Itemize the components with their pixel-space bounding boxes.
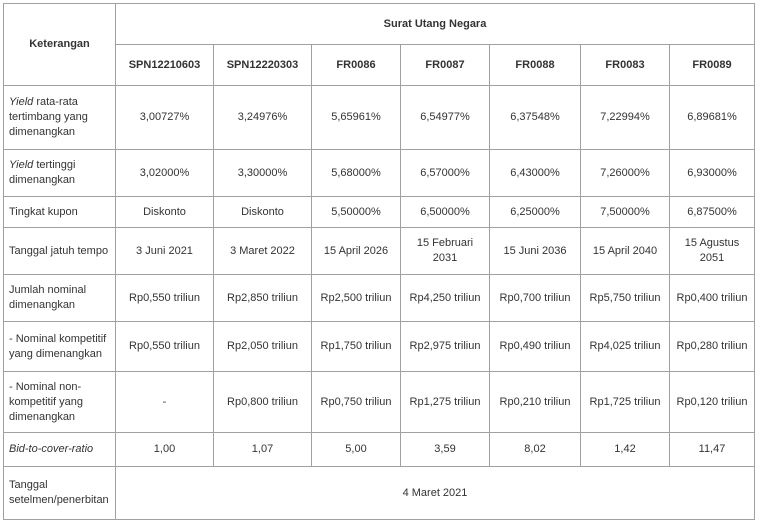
table-cell: Rp4,025 triliun: [581, 322, 670, 372]
table-cell: Rp0,750 triliun: [312, 372, 401, 433]
table-cell: 3,30000%: [214, 150, 312, 197]
row-label: Tanggal setelmen/penerbitan: [4, 467, 116, 520]
table-cell: Rp1,725 triliun: [581, 372, 670, 433]
table-cell: 1,42: [581, 433, 670, 467]
table-cell: 5,00: [312, 433, 401, 467]
table-row: [4, 228, 755, 275]
table-cell: -: [116, 372, 214, 433]
column-header: SPN12220303: [214, 45, 312, 86]
table-cell: Rp5,750 triliun: [581, 275, 670, 322]
table-cell: 3,59: [401, 433, 490, 467]
table-row: [4, 372, 755, 433]
column-header: SPN12210603: [116, 45, 214, 86]
table-cell: 15 Juni 2036: [490, 228, 581, 275]
column-header: FR0087: [401, 45, 490, 86]
group-header-row: [4, 4, 755, 45]
table-row: [4, 322, 755, 372]
table-cell: 6,37548%: [490, 86, 581, 150]
table-row: [4, 150, 755, 197]
table-cell: 6,54977%: [401, 86, 490, 150]
row-label: - Nominal kompetitif yang dimenangkan: [4, 322, 116, 372]
row-label: Tingkat kupon: [4, 197, 116, 228]
table-cell: 11,47: [670, 433, 755, 467]
table-cell: 3,02000%: [116, 150, 214, 197]
table-cell: 6,89681%: [670, 86, 755, 150]
table-cell: Rp0,210 triliun: [490, 372, 581, 433]
auction-results-container: [3, 3, 755, 520]
table-cell: 6,25000%: [490, 197, 581, 228]
row-label-italic: Bid-to-cover-ratio: [9, 443, 94, 455]
column-header: FR0089: [670, 45, 755, 86]
table-cell: 15 Februari 2031: [401, 228, 490, 275]
table-row: [4, 275, 755, 322]
table-cell: Rp0,700 triliun: [490, 275, 581, 322]
table-cell: 3,24976%: [214, 86, 312, 150]
settlement-date-cell: 4 Maret 2021: [116, 467, 755, 520]
table-cell: 6,57000%: [401, 150, 490, 197]
row-label: Jumlah nominal dimenangkan: [4, 275, 116, 322]
table-cell: 1,00: [116, 433, 214, 467]
row-label: Tanggal jatuh tempo: [4, 228, 116, 275]
table-row: [4, 197, 755, 228]
table-cell: 6,43000%: [490, 150, 581, 197]
column-header: FR0088: [490, 45, 581, 86]
table-cell: Rp2,850 triliun: [214, 275, 312, 322]
row-label: [4, 86, 116, 150]
table-cell: 15 April 2026: [312, 228, 401, 275]
table-cell: Rp1,275 triliun: [401, 372, 490, 433]
table-cell: 6,93000%: [670, 150, 755, 197]
table-cell: 7,50000%: [581, 197, 670, 228]
table-row: [4, 433, 755, 467]
table-cell: 7,22994%: [581, 86, 670, 150]
table-cell: 15 Agustus 2051: [670, 228, 755, 275]
group-header: Surat Utang Negara: [116, 4, 755, 45]
row-label: [4, 433, 116, 467]
table-cell: Rp1,750 triliun: [312, 322, 401, 372]
table-cell: Rp0,400 triliun: [670, 275, 755, 322]
table-cell: 5,65961%: [312, 86, 401, 150]
row-label-text: tertinggi dimenangkan: [9, 159, 76, 186]
column-header-row: [4, 45, 755, 86]
table-cell: Rp0,550 triliun: [116, 322, 214, 372]
table-cell: 7,26000%: [581, 150, 670, 197]
column-header: FR0083: [581, 45, 670, 86]
table-cell: Rp0,800 triliun: [214, 372, 312, 433]
table-cell: Rp0,490 triliun: [490, 322, 581, 372]
table-cell: Rp0,120 triliun: [670, 372, 755, 433]
row-label-italic: Yield: [9, 96, 34, 108]
table-cell: Rp2,500 triliun: [312, 275, 401, 322]
table-cell: 6,87500%: [670, 197, 755, 228]
table-cell: 5,68000%: [312, 150, 401, 197]
table-cell: 3 Maret 2022: [214, 228, 312, 275]
table-cell: 5,50000%: [312, 197, 401, 228]
corner-header: Keterangan: [4, 4, 116, 86]
row-label: [4, 150, 116, 197]
table-row: [4, 86, 755, 150]
table-cell: Diskonto: [214, 197, 312, 228]
table-cell: Diskonto: [116, 197, 214, 228]
row-label-text: rata-rata tertimbang yang dimenangkan: [9, 96, 88, 138]
column-header: FR0086: [312, 45, 401, 86]
table-cell: Rp4,250 triliun: [401, 275, 490, 322]
table-cell: 15 April 2040: [581, 228, 670, 275]
table-cell: Rp0,550 triliun: [116, 275, 214, 322]
settlement-row: [4, 467, 755, 520]
table-cell: Rp2,975 triliun: [401, 322, 490, 372]
row-label-italic: Yield: [9, 159, 34, 171]
table-cell: 1,07: [214, 433, 312, 467]
table-cell: 3 Juni 2021: [116, 228, 214, 275]
table-cell: Rp0,280 triliun: [670, 322, 755, 372]
table-cell: 6,50000%: [401, 197, 490, 228]
table-cell: Rp2,050 triliun: [214, 322, 312, 372]
table-cell: 3,00727%: [116, 86, 214, 150]
row-label: - Nominal non-kompetitif yang dimenangkan: [4, 372, 116, 433]
auction-results-table: [3, 3, 755, 520]
table-cell: 8,02: [490, 433, 581, 467]
